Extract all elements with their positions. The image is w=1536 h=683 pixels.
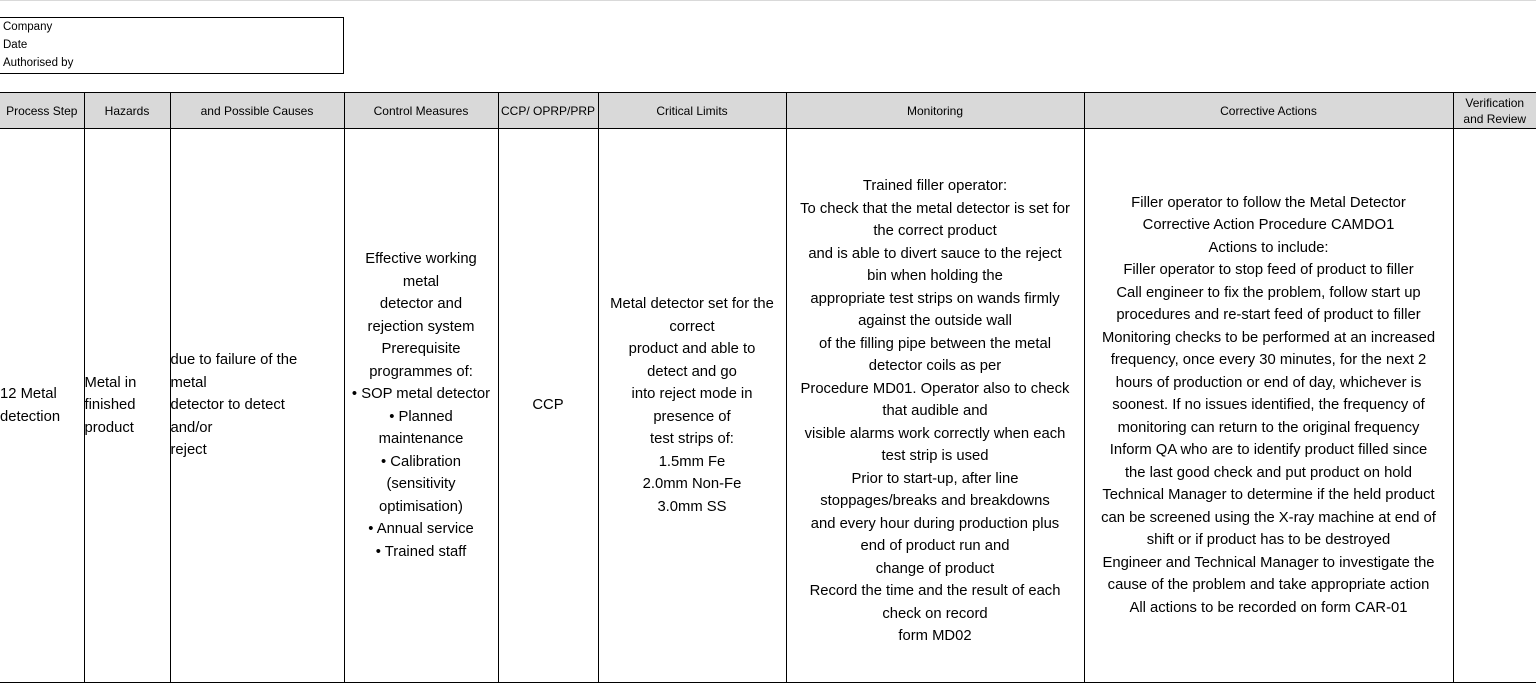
cell-text-line: shift or if product has to be destroyed (1146, 532, 1391, 549)
cell-text-line: Prerequisite (381, 341, 461, 357)
cell-text-line: 1.5mm Fe (658, 453, 726, 470)
cell-text-line: Technical Manager to determine if the held product (1102, 487, 1435, 504)
cell-text-line: stoppages/breaks and breakdowns (820, 493, 1050, 510)
cell-text-line: 12 Metal (0, 386, 57, 402)
cell-text-line: Inform QA who are to identify product filled since (1109, 442, 1428, 459)
cell-text-line: into reject mode in (631, 386, 753, 402)
cell-text-line: cause of the problem and take appropriate action (1107, 577, 1430, 594)
cell-text-line: reject (170, 442, 207, 459)
date-label: Date (3, 39, 28, 51)
header-corrective-actions: Corrective Actions (1084, 93, 1453, 129)
cell-text-line: and is able to divert sauce to the reject (808, 245, 1062, 262)
cell-text-line: appropriate test strips on wands firmly (810, 290, 1060, 307)
cell-text-line: Trained filler operator: (862, 178, 1008, 195)
cell-text-line: Effective working (365, 251, 477, 267)
cell-text-line: test strips of: (650, 431, 734, 447)
cell-text-line: against the outside wall (858, 313, 1012, 330)
cell-text-line: 2.0mm Non-Fe (642, 476, 742, 492)
cell-process-step (0, 129, 84, 683)
cell-text-line: • Trained staff (375, 543, 467, 560)
cell-text-line: Filler operator to follow the Metal Detector (1131, 194, 1406, 211)
cell-text-line: Call engineer to fix the problem, follow start up (1116, 284, 1421, 301)
cell-text-line: • Calibration (380, 453, 462, 470)
authorised-by-label: Authorised by (3, 57, 74, 69)
cell-text-line: procedures and re-start feed of product to filler (1116, 307, 1421, 324)
cell-text-line: finished (84, 397, 136, 414)
cell-text-line: Record the time and the result of each (809, 583, 1061, 600)
cell-text-line: correct (669, 318, 715, 335)
cell-text-line: frequency, once every 30 minutes, for the next 2 (1110, 352, 1427, 369)
cell-text-line: • Annual service (368, 521, 474, 537)
header-ccp-oprp-prp: CCP/ OPRP/PRP (498, 93, 598, 129)
cell-text-line: (sensitivity (386, 476, 456, 492)
document-info-box (0, 17, 344, 74)
cell-text-line: detect and go (647, 363, 737, 380)
cell-text-line: metal (170, 374, 207, 391)
cell-text-line: test strip is used (881, 448, 989, 465)
header-row (0, 93, 1536, 129)
cell-text-line: detector coils as per (868, 358, 1002, 375)
cell-text-line: To check that the metal detector is set for (800, 200, 1070, 217)
cell-text-line: All actions to be recorded on form CAR-01 (1129, 599, 1408, 616)
cell-text-line: detector to detect (170, 397, 285, 414)
cell-hazards (84, 129, 170, 683)
cell-text-line: and/or (170, 419, 213, 436)
haccp-table (0, 92, 1536, 683)
cell-text-line: Corrective Action Procedure CAMDO1 (1142, 217, 1395, 234)
cell-text-line: optimisation) (379, 498, 463, 515)
cell-verification (1453, 129, 1536, 683)
header-process-step: Process Step (0, 93, 84, 129)
header-hazards: Hazards (84, 93, 170, 129)
cell-causes (170, 129, 344, 683)
cell-text-line: detection (0, 408, 61, 425)
cell-text-line: due to failure of the (170, 352, 298, 369)
cell-text-line: product (84, 419, 134, 436)
cell-text-line: • Planned (389, 408, 453, 425)
cell-text-line: bin when holding the (867, 268, 1003, 285)
cell-critical-limits (598, 129, 786, 683)
cell-text-line: hours of production or end of day, whichever is (1115, 374, 1422, 391)
sheet-top-border (0, 0, 1536, 1)
cell-text-line: 3.0mm SS (657, 498, 727, 515)
cell-text-line: Filler operator to stop feed of product to filler (1123, 262, 1414, 279)
cell-text-line: Metal detector set for the (610, 296, 774, 312)
cell-text-line: Engineer and Technical Manager to investigate the (1102, 554, 1435, 571)
cell-ccp: CCP (498, 129, 598, 683)
cell-text-line: can be screened using the X-ray machine at end of (1101, 509, 1436, 526)
cell-text-line: monitoring can return to the original frequency (1117, 419, 1420, 436)
table-row (0, 129, 1536, 683)
cell-text-line: • SOP metal detector (351, 386, 491, 402)
cell-text-line: the correct product (873, 223, 997, 240)
cell-text-line: metal (402, 273, 440, 290)
header-verification-review: Verification and Review (1453, 93, 1536, 129)
cell-text-line: check on record (882, 605, 988, 622)
cell-text-line: Procedure MD01. Operator also to check (800, 380, 1070, 397)
cell-text-line: programmes of: (369, 363, 473, 380)
cell-text-line: the last good check and put product on hold (1124, 464, 1413, 481)
cell-text-line: visible alarms work correctly when each (804, 425, 1066, 442)
header-monitoring: Monitoring (786, 93, 1084, 129)
cell-control-measures (344, 129, 498, 683)
cell-text-line: that audible and (882, 403, 988, 420)
cell-text-line: Prior to start-up, after line (851, 470, 1019, 487)
cell-text-line: detector and (379, 296, 463, 312)
cell-text-line: Monitoring checks to be performed at an increased (1101, 329, 1436, 346)
cell-text-line: Metal in (84, 374, 137, 391)
cell-text-line: end of product run and (860, 538, 1010, 555)
header-control-measures: Control Measures (344, 93, 498, 129)
cell-text-line: product and able to (628, 341, 756, 357)
cell-text-line: soonest. If no issues identified, the frequency of (1112, 397, 1425, 414)
cell-corrective-actions (1084, 129, 1453, 683)
cell-text-line: of the filling pipe between the metal (819, 335, 1051, 352)
cell-monitoring (786, 129, 1084, 683)
cell-text-line: change of product (875, 560, 995, 577)
header-possible-causes: and Possible Causes (170, 93, 344, 129)
cell-text-line: presence of (653, 408, 731, 425)
cell-text-line: and every hour during production plus (810, 515, 1060, 532)
header-critical-limits: Critical Limits (598, 93, 786, 129)
company-label: Company (3, 21, 53, 33)
cell-text-line: maintenance (378, 431, 464, 447)
cell-text-line: Actions to include: (1208, 239, 1329, 256)
cell-text-line: form MD02 (898, 628, 972, 645)
cell-text-line: rejection system (367, 318, 475, 335)
